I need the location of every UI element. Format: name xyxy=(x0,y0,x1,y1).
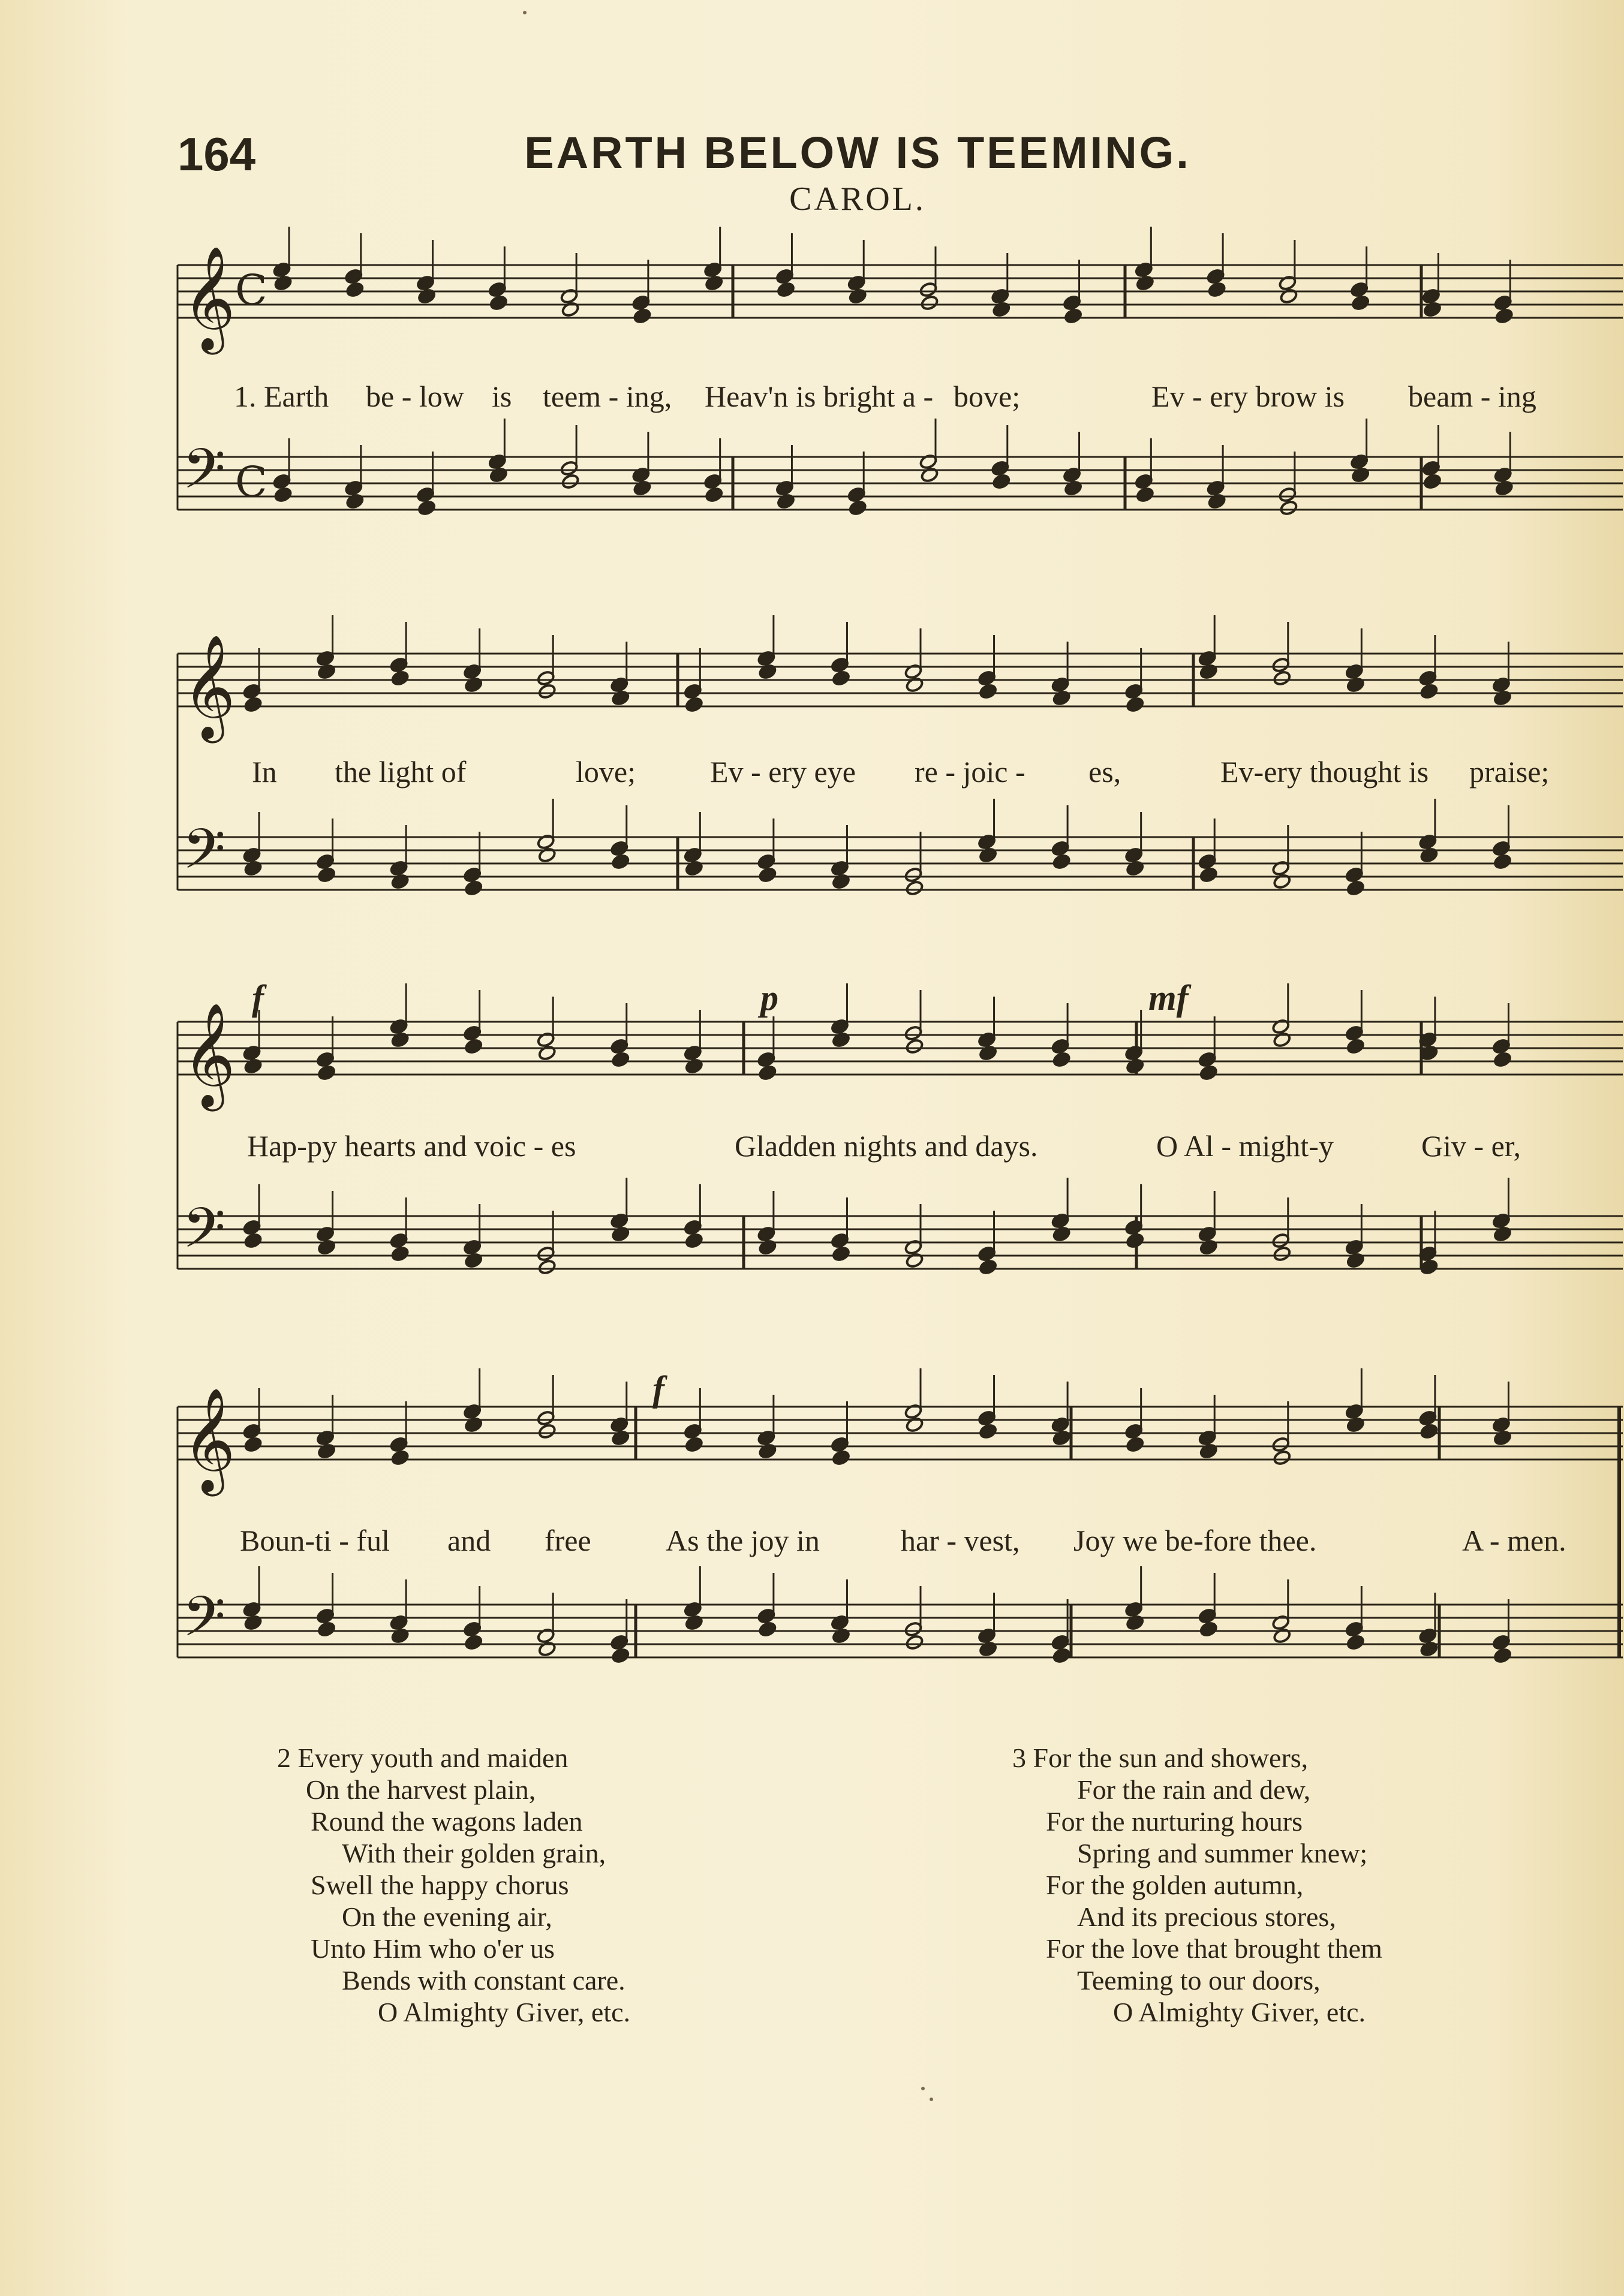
lyric-syllable: A - men. xyxy=(1462,1524,1566,1557)
note-head xyxy=(1279,499,1298,516)
note-head xyxy=(1273,873,1291,889)
treble-clef-icon: 𝄞 xyxy=(182,1003,236,1107)
note-head xyxy=(1495,308,1514,324)
note-head xyxy=(1199,866,1218,883)
note-head xyxy=(1493,1430,1512,1446)
note-head xyxy=(992,301,1011,317)
lyric-syllable: In xyxy=(252,755,277,789)
lyric-syllable: Boun-ti - ful xyxy=(240,1524,390,1557)
note-head xyxy=(464,1252,483,1268)
lyric-syllable: bove; xyxy=(954,380,1021,413)
note-head xyxy=(1052,1647,1071,1663)
note-head xyxy=(391,873,410,889)
note-head xyxy=(685,696,703,712)
note-head xyxy=(832,1245,850,1262)
lyrics-line-3 xyxy=(180,1129,1619,1176)
note-head xyxy=(992,473,1011,489)
note-head xyxy=(705,486,723,502)
note-head xyxy=(1273,1031,1291,1048)
note-head xyxy=(1126,696,1144,712)
lyrics-line-2 xyxy=(180,754,1619,802)
verse-number: 2 xyxy=(277,1743,291,1773)
note-head xyxy=(345,493,364,509)
verse-line: For the sun and showers, xyxy=(1033,1743,1309,1773)
verse-line: Every youth and maiden xyxy=(297,1743,569,1773)
note-head xyxy=(1351,467,1370,483)
note-head xyxy=(979,1423,997,1439)
note-head xyxy=(489,294,508,311)
note-head xyxy=(1346,676,1365,693)
note-head xyxy=(979,1259,997,1275)
note-head xyxy=(1126,1058,1144,1074)
note-head xyxy=(1420,1641,1438,1657)
note-head xyxy=(1126,1436,1144,1452)
verse-line: On the evening air, xyxy=(342,1901,552,1932)
verse-line: And its precious stores, xyxy=(1077,1901,1336,1932)
note-head xyxy=(1493,690,1512,706)
note-head xyxy=(391,1627,410,1644)
lyric-syllable: Ev-ery thought is xyxy=(1220,755,1429,789)
lyric-syllable: re - joic - xyxy=(915,755,1025,789)
verse-line: Bends with constant care. xyxy=(342,1965,625,1996)
lyric-syllable: Ev - ery eye xyxy=(710,755,856,789)
note-head xyxy=(464,1416,483,1433)
note-head xyxy=(1052,1430,1071,1446)
note-head xyxy=(1273,670,1291,686)
note-head xyxy=(538,1045,557,1061)
note-head xyxy=(685,1058,703,1074)
note-head xyxy=(243,1614,262,1630)
note-head xyxy=(849,288,867,304)
verse-line: Unto Him who o'er us xyxy=(311,1933,555,1964)
note-head xyxy=(758,663,777,679)
lyric-syllable: beam - ing xyxy=(1408,380,1536,413)
note-head xyxy=(905,1038,924,1054)
verse-line: Teeming to our doors, xyxy=(1077,1965,1321,1996)
dynamic-marking: f xyxy=(652,1369,664,1409)
lyric-syllable: free xyxy=(545,1524,591,1557)
verse-line: For the golden autumn, xyxy=(1046,1870,1304,1900)
note-head xyxy=(464,880,483,896)
note-head xyxy=(1493,1226,1512,1242)
note-head xyxy=(685,860,703,876)
note-head xyxy=(685,1436,703,1452)
treble-clef-icon: 𝄞 xyxy=(182,1388,236,1492)
note-head xyxy=(633,480,651,496)
note-head xyxy=(538,847,557,863)
note-head xyxy=(1493,1647,1512,1663)
note-head xyxy=(464,1038,483,1054)
note-head xyxy=(1351,294,1370,311)
note-head xyxy=(317,1443,336,1459)
note-head xyxy=(611,1226,630,1242)
note-head xyxy=(758,1064,777,1081)
lyric-syllable: Giv - er, xyxy=(1421,1129,1521,1163)
note-head xyxy=(1346,1416,1365,1433)
lyric-syllable: As the joy in xyxy=(666,1524,820,1557)
note-head xyxy=(1064,308,1082,324)
hymn-title: EARTH BELOW IS TEEMING. xyxy=(524,128,1191,177)
lyric-syllable: har - vest, xyxy=(901,1524,1020,1557)
verse-line: O Almighty Giver, etc. xyxy=(1113,1997,1366,2027)
note-head xyxy=(920,467,939,483)
note-head xyxy=(758,1443,777,1459)
note-head xyxy=(317,866,336,883)
note-head xyxy=(1199,1239,1218,1255)
note-head xyxy=(905,1634,924,1650)
note-head xyxy=(243,696,262,712)
note-head xyxy=(611,1647,630,1663)
note-head xyxy=(391,1449,410,1466)
note-head xyxy=(1495,480,1514,496)
note-head xyxy=(1199,1443,1218,1459)
bass-clef-icon: 𝄢 xyxy=(182,817,226,895)
note-head xyxy=(1126,860,1144,876)
note-head xyxy=(1052,1226,1071,1242)
note-head xyxy=(345,281,364,297)
note-head xyxy=(1273,1627,1291,1644)
note-head xyxy=(489,467,508,483)
note-head xyxy=(1136,486,1154,502)
lyrics-line-4 xyxy=(180,1523,1619,1571)
note-head xyxy=(391,1245,410,1262)
lyric-syllable: be - low xyxy=(366,380,464,413)
verse-line: For the rain and dew, xyxy=(1077,1774,1311,1805)
lyric-syllable: praise; xyxy=(1469,755,1550,789)
verse-line: Swell the happy chorus xyxy=(311,1870,569,1900)
note-head xyxy=(611,1051,630,1067)
bass-clef-icon: 𝄢 xyxy=(182,437,226,515)
note-head xyxy=(705,275,723,291)
note-head xyxy=(1064,480,1082,496)
bass-clef-icon: 𝄢 xyxy=(182,1196,226,1274)
note-head xyxy=(1420,683,1438,699)
note-head xyxy=(1052,1051,1071,1067)
note-head xyxy=(561,301,580,317)
note-head xyxy=(633,308,651,324)
lyric-syllable: Joy we be-fore thee. xyxy=(1073,1524,1317,1557)
verse-2 xyxy=(277,1742,630,2028)
note-head xyxy=(317,663,336,679)
verse-line: On the harvest plain, xyxy=(306,1774,536,1805)
note-head xyxy=(1423,473,1442,489)
note-head xyxy=(538,1641,557,1657)
note-head xyxy=(391,670,410,686)
note-head xyxy=(905,1416,924,1433)
bass-clef-icon: 𝄢 xyxy=(182,1585,226,1663)
treble-clef-icon: 𝄞 xyxy=(182,246,236,350)
note-head xyxy=(685,1614,703,1630)
note-head xyxy=(1052,690,1071,706)
note-head xyxy=(417,499,436,516)
note-head xyxy=(391,1031,410,1048)
dynamic-marking: f xyxy=(252,978,264,1018)
note-head xyxy=(905,676,924,693)
note-head xyxy=(538,1423,557,1439)
lyric-syllable: es, xyxy=(1088,755,1121,789)
verse-line: Spring and summer knew; xyxy=(1077,1838,1368,1868)
note-head xyxy=(905,1252,924,1268)
lyric-syllable: Ev - ery brow is xyxy=(1151,380,1345,413)
common-time-icon: C xyxy=(235,458,267,507)
lyric-syllable: teem - ing, xyxy=(543,380,672,413)
note-head xyxy=(1346,1634,1365,1650)
lyric-syllable: 1. Earth xyxy=(234,380,329,413)
note-head xyxy=(979,683,997,699)
note-head xyxy=(538,1259,557,1275)
note-head xyxy=(832,1627,850,1644)
note-head xyxy=(1126,1232,1144,1248)
note-head xyxy=(979,1641,997,1657)
lyric-syllable: is xyxy=(492,380,512,413)
note-head xyxy=(273,486,292,502)
treble-clef-icon: 𝄞 xyxy=(182,634,236,739)
note-head xyxy=(979,1045,997,1061)
note-head xyxy=(1126,1614,1144,1630)
note-head xyxy=(243,1436,262,1452)
note-head xyxy=(317,1064,336,1081)
verse-line: For the love that brought them xyxy=(1046,1933,1382,1964)
lyric-syllable: Heav'n is bright a - xyxy=(705,380,934,413)
note-head xyxy=(777,281,795,297)
note-head xyxy=(1052,853,1071,869)
note-head xyxy=(1279,288,1298,304)
verse-number: 3 xyxy=(1012,1743,1026,1773)
note-head xyxy=(832,873,850,889)
note-head xyxy=(611,1430,630,1446)
lyric-syllable: O Al - might-y xyxy=(1156,1129,1334,1163)
note-head xyxy=(777,493,795,509)
note-head xyxy=(685,1232,703,1248)
common-time-icon: C xyxy=(235,266,267,315)
note-head xyxy=(1346,1252,1365,1268)
note-head xyxy=(905,880,924,896)
ink-speck xyxy=(930,2098,933,2101)
note-head xyxy=(611,853,630,869)
note-head xyxy=(464,1634,483,1650)
note-head xyxy=(464,676,483,693)
note-head xyxy=(317,1239,336,1255)
hymn-subtitle: CAROL. xyxy=(789,180,926,218)
note-head xyxy=(1273,1245,1291,1262)
note-head xyxy=(979,847,997,863)
note-head xyxy=(243,1058,262,1074)
note-head xyxy=(1346,880,1365,896)
note-head xyxy=(1273,1449,1291,1466)
note-head xyxy=(1420,1423,1438,1439)
note-head xyxy=(1199,1064,1218,1081)
note-head xyxy=(1199,663,1218,679)
note-head xyxy=(1493,1051,1512,1067)
ink-speck xyxy=(921,2087,925,2090)
note-head xyxy=(273,275,292,291)
note-head xyxy=(1208,493,1226,509)
note-head xyxy=(758,866,777,883)
note-head xyxy=(1208,281,1226,297)
note-head xyxy=(832,1031,850,1048)
note-head xyxy=(920,294,939,311)
note-head xyxy=(758,1239,777,1255)
note-head xyxy=(417,288,436,304)
dynamic-marking: mf xyxy=(1148,978,1189,1018)
note-head xyxy=(1420,847,1438,863)
note-head xyxy=(243,1232,262,1248)
note-head xyxy=(1199,1621,1218,1637)
note-head xyxy=(1423,301,1442,317)
lyric-syllable: and xyxy=(447,1524,491,1557)
lyric-syllable: Hap-py hearts and voic - es xyxy=(247,1129,576,1163)
dynamic-marking: p xyxy=(760,978,778,1018)
note-head xyxy=(1346,1038,1365,1054)
verse-line: For the nurturing hours xyxy=(1046,1806,1303,1837)
note-head xyxy=(243,860,262,876)
note-head xyxy=(832,1449,850,1466)
page-number: 164 xyxy=(178,128,256,180)
verse-line: Round the wagons laden xyxy=(311,1806,583,1837)
note-head xyxy=(317,1621,336,1637)
lyric-syllable: love; xyxy=(576,755,636,789)
note-head xyxy=(611,690,630,706)
note-head xyxy=(849,499,867,516)
lyric-syllable: Gladden nights and days. xyxy=(735,1129,1038,1163)
verse-3 xyxy=(1012,1742,1382,2028)
note-head xyxy=(1493,853,1512,869)
verse-line: O Almighty Giver, etc. xyxy=(378,1997,631,2027)
note-head xyxy=(832,670,850,686)
note-head xyxy=(758,1621,777,1637)
verse-line: With their golden grain, xyxy=(342,1838,606,1868)
note-head xyxy=(561,473,580,489)
lyrics-line-1 xyxy=(180,379,1619,427)
note-head xyxy=(538,683,557,699)
note-head xyxy=(1136,275,1154,291)
lyric-syllable: the light of xyxy=(335,755,467,789)
